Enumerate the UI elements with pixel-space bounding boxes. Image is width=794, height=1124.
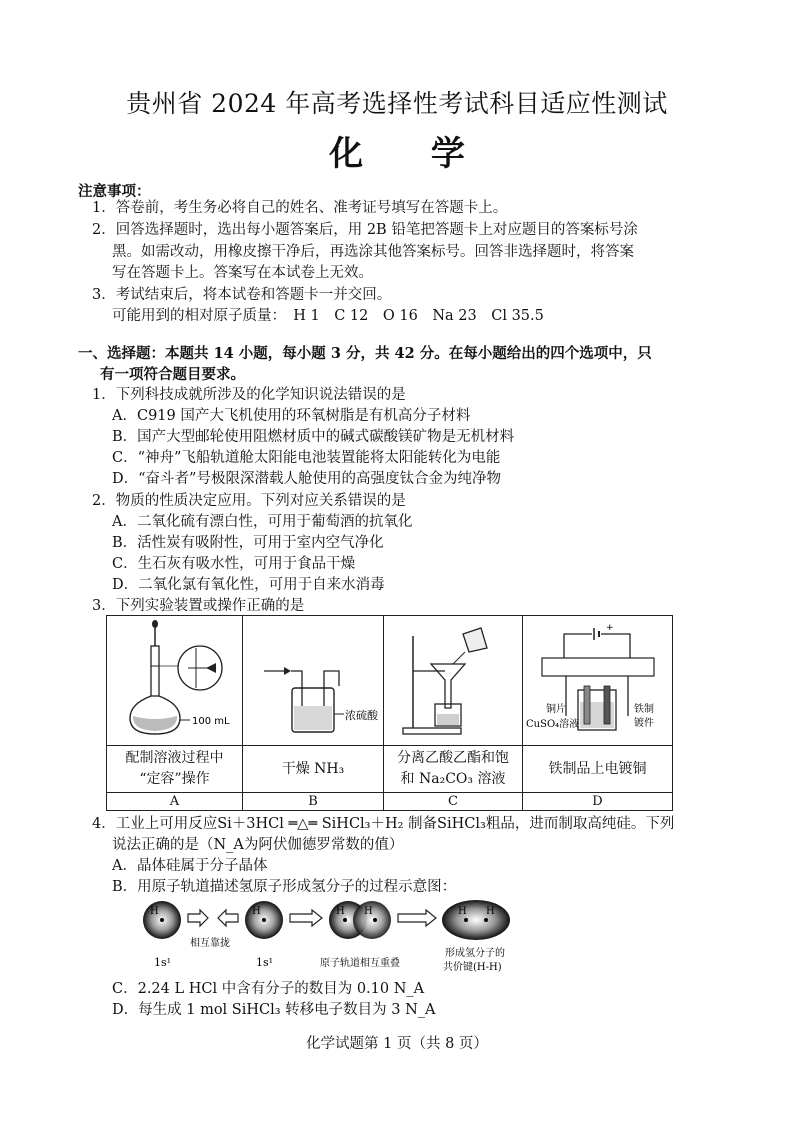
q3-caption-c: 分离乙酸乙酯和饱 和 Na₂CO₃ 溶液	[384, 746, 523, 793]
copper-plate-label: 铜片	[545, 704, 566, 715]
exam-title: 贵州省 2024 年高考选择性考试科目适应性测试	[126, 89, 668, 118]
approach-label: 相互靠拢	[190, 938, 230, 949]
h-label-5: H	[458, 906, 467, 917]
q1-stem: 1．下列科技成就所涉及的化学知识说法错误的是	[92, 387, 406, 403]
overlap-label: 原子轨道相互重叠	[320, 958, 400, 969]
bond-label-1: 形成氢分子的	[445, 948, 505, 959]
flask-volume-label: 100 mL	[191, 716, 230, 727]
notes-heading: 注意事项：	[78, 183, 151, 200]
q2-stem: 2．物质的性质决定应用。下列对应关系错误的是	[92, 493, 406, 509]
q4-option-d: D．每生成 1 mol SiHCl₃ 转移电子数目为 3 N_A	[112, 1002, 436, 1018]
q3-stem: 3．下列实验装置或操作正确的是	[92, 598, 305, 614]
battery-plus-icon: +	[605, 623, 614, 633]
h-label-6: H	[486, 906, 495, 917]
section1-line1: 一、选择题：本题共 14 小题，每小题 3 分，共 42 分。在每小题给出的四个选项中，只	[78, 345, 652, 362]
q4-option-a: A．晶体硅属于分子晶体	[112, 858, 268, 874]
q3-caption-b: 干燥 NH₃	[243, 746, 384, 793]
q2-option-c: C．生石灰有吸水性，可用于食品干燥	[112, 556, 356, 572]
h-label-3: H	[336, 906, 345, 917]
h-label-4: H	[364, 906, 373, 917]
q3-figure-c	[384, 616, 523, 746]
q1-option-c: C．“神舟”飞船轨道舱太阳能电池装置能将太阳能转化为电能	[112, 450, 501, 466]
filtration-diagram	[385, 616, 522, 741]
orbital-label-2: 1s¹	[256, 956, 274, 969]
q3-letter-d: D	[523, 793, 673, 811]
note-3: 3．考试结束后，将本试卷和答题卡一并交回。	[92, 287, 392, 303]
q3-caption-d: 铁制品上电镀铜	[523, 746, 673, 793]
q3-figure-d	[523, 616, 673, 746]
q4-stem-1: 4．工业上可用反应Si＋3HCl ═△═ SiHCl₃＋H₂ 制备SiHCl₃粗品，进而制取高纯硅。下列	[92, 816, 675, 832]
note-2-cont-1: 黑。如需改动，用橡皮擦干净后，再选涂其他答案标号。回答非选择题时，将答案	[112, 244, 634, 260]
q3-letter-b: B	[243, 793, 384, 811]
note-1: 1．答卷前，考生务必将自己的姓名、准考证号填写在答题卡上。	[92, 200, 508, 216]
gas-washing-bottle-diagram	[244, 616, 383, 741]
atomic-mass: 可能用到的相对原子质量： H 1 C 12 O 16 Na 23 Cl 35.5	[112, 308, 544, 324]
q3-figure-b	[243, 616, 384, 746]
hydrogen-orbital-diagram	[140, 898, 540, 978]
q1-option-a: A．C919 国产大飞机使用的环氧树脂是有机高分子材料	[112, 408, 471, 424]
section1-line2: 有一项符合题目要求。	[100, 366, 245, 383]
q3-options-table	[106, 615, 673, 811]
q2-option-a: A．二氧化硫有漂白性，可用于葡萄酒的抗氧化	[112, 514, 413, 530]
q2-option-b: B．活性炭有吸附性，可用于室内空气净化	[112, 535, 384, 551]
bond-label-2: 共价键(H-H)	[443, 962, 502, 973]
q1-option-b: B．国产大型邮轮使用阻燃材质中的碱式碳酸镁矿物是无机材料	[112, 429, 515, 445]
electroplating-diagram	[524, 616, 672, 741]
q4-option-b: B．用原子轨道描述氢原子形成氢分子的过程示意图：	[112, 879, 457, 895]
q4-stem-2: 说法正确的是（N_A为阿伏伽德罗常数的值）	[112, 837, 404, 853]
q3-letter-c: C	[384, 793, 523, 811]
note-2: 2．回答选择题时，选出每小题答案后，用 2B 铅笔把答题卡上对应题目的答案标号涂	[92, 222, 638, 238]
iron-part-label-2: 镀件	[633, 718, 654, 729]
orbital-label-1: 1s¹	[154, 956, 172, 969]
subject-title: 化 学	[329, 134, 493, 174]
h-label-1: H	[150, 906, 159, 917]
q3-figure-a	[107, 616, 243, 746]
q3-caption-a: 配制溶液过程中 “定容”操作	[107, 746, 243, 793]
conc-sulfuric-acid-label: 浓硫酸	[344, 709, 378, 722]
note-2-cont-2: 写在答题卡上。答案写在本试卷上无效。	[112, 265, 373, 281]
q2-option-d: D．二氧化氯有氧化性，可用于自来水消毒	[112, 577, 385, 593]
cuso4-solution-label: CuSO₄溶液	[525, 719, 579, 730]
q4-option-c: C．2.24 L HCl 中含有分子的数目为 0.10 N_A	[112, 981, 425, 997]
q1-option-d: D．“奋斗者”号极限深潜载人舱使用的高强度钛合金为纯净物	[112, 471, 501, 487]
page-footer: 化学试题第 1 页（共 8 页）	[306, 1036, 488, 1052]
volumetric-flask-diagram	[108, 616, 242, 741]
h-label-2: H	[252, 906, 261, 917]
iron-part-label-1: 铁制	[633, 704, 654, 715]
q3-letter-a: A	[107, 793, 243, 811]
